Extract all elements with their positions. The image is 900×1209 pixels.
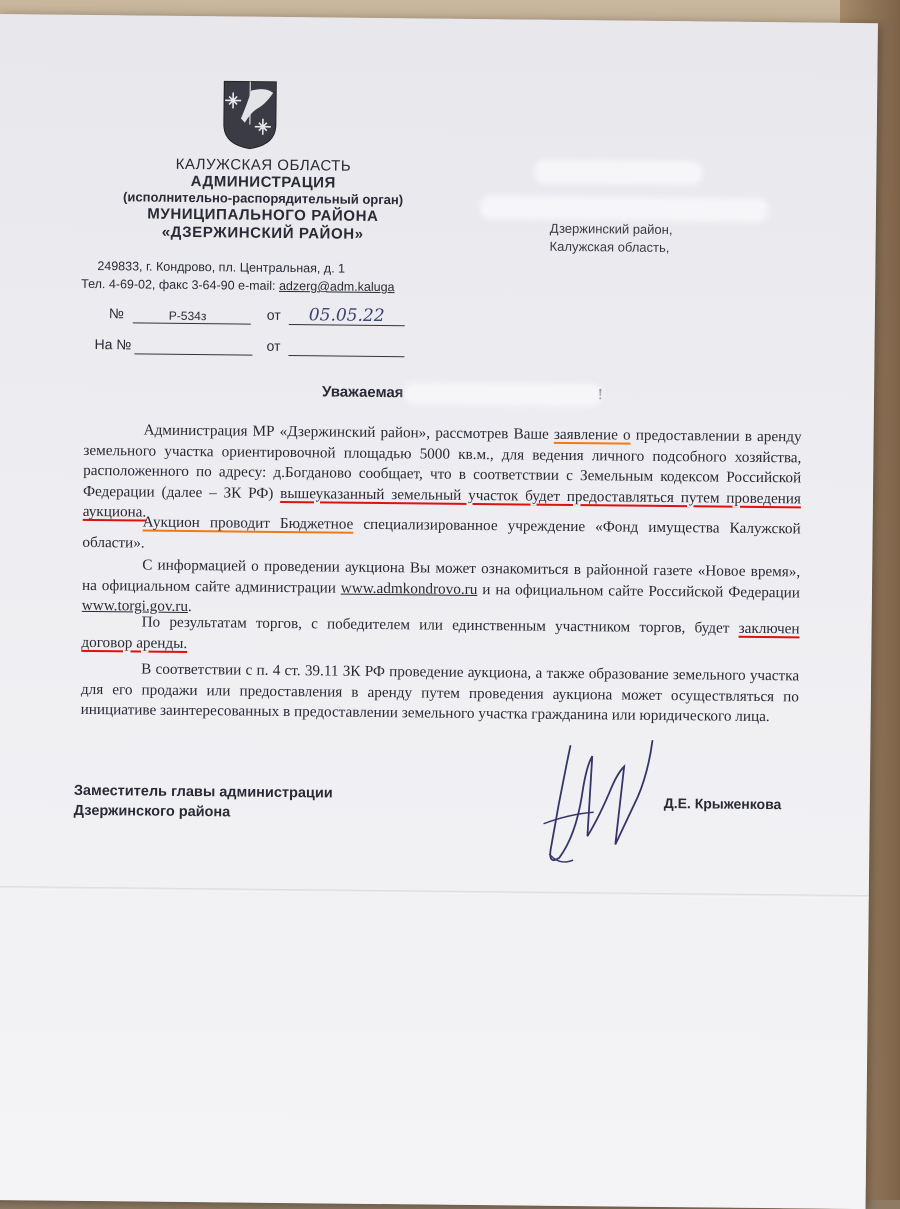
- letter-sheet: [0, 14, 878, 1209]
- greeting: [322, 383, 603, 403]
- p4-text: По результатам торгов, с победителем или единственным участником торгов, будет: [141, 613, 739, 637]
- handwritten-signature: [529, 726, 661, 877]
- torgi-site-link[interactable]: www.torgi.gov.ru: [81, 596, 189, 616]
- reply-number-label: На №: [94, 336, 132, 353]
- recipient-district: Дзержинский район,: [549, 220, 673, 238]
- ref-number-label: №: [108, 305, 124, 322]
- signer-name: Д.Е. Крыженкова: [663, 794, 782, 813]
- p3-text-a: С информацией о проведении аукциона Вы может ознакомиться в районной газете «Новое время», на официальном сайте администрации: [81, 556, 801, 597]
- recipient-region: Калужская область,: [549, 238, 670, 256]
- sender-email: adzerg@adm.kaluga: [278, 278, 395, 295]
- sender-contacts: [81, 277, 395, 294]
- coat-of-arms-icon: [221, 78, 280, 151]
- sender-organ: (исполнительно-распорядительный орган): [123, 189, 404, 208]
- p3-text-b: и на официальном сайте Российской Федерации: [477, 580, 801, 601]
- sender-district: «ДЗЕРЖИНСКИЙ РАЙОН»: [161, 223, 364, 243]
- sender-admin: АДМИНИСТРАЦИЯ: [190, 173, 336, 192]
- redacted-recipient-street: [484, 199, 764, 218]
- signer-title-line-2: Дзержинского района: [73, 802, 231, 821]
- ref-number-value: Р-534з: [168, 308, 207, 324]
- ref-date-label: от: [266, 306, 281, 323]
- p4-highlight-lease: заключен договор аренды.: [81, 619, 800, 652]
- p1-highlight-auction: вышеуказанный земельный участок будет предоставляться путем проведения аукциона.: [82, 484, 802, 521]
- body-paragraph-4: [81, 612, 799, 661]
- p2-highlight-auction-holder: Аукцион проводит Бюджетное: [142, 513, 354, 533]
- p1-highlight-application: заявление о: [553, 425, 631, 444]
- sender-region: КАЛУЖСКАЯ ОБЛАСТЬ: [175, 155, 352, 175]
- paper-fold-crease: [0, 886, 869, 898]
- sender-municipal: МУНИЦИПАЛЬНОГО РАЙОНА: [147, 205, 379, 225]
- admin-site-link[interactable]: www.admkondrovo.ru: [340, 579, 478, 598]
- sender-phone: Тел. 4-69-02, факс 3-64-90 e-mail:: [81, 276, 280, 293]
- signer-title: [74, 781, 333, 824]
- greeting-end: !: [597, 386, 603, 404]
- ref-date-value: 05.05.22: [308, 305, 385, 327]
- p1-text-b: предоставлении в аренду земельного участка ориентировочной площадью 5000 кв.м., для ведения личного подсобного хозяйства, расположенного по адресу: д.Богданово сообщает, что в соответствии с Земельным кодексом Российской Федерации (далее – ЗК РФ): [82, 426, 802, 502]
- redacted-addressee-name: [408, 386, 598, 402]
- sender-address: 249833, г. Кондрово, пл. Центральная, д. 1: [97, 259, 346, 276]
- reply-date-label: от: [266, 337, 281, 354]
- signer-title-line-1: Заместитель главы администрации: [73, 782, 333, 802]
- p1-text-a: Администрация МР «Дзержинский район», рассмотрев Ваше: [143, 421, 555, 443]
- reply-date-line: [288, 354, 404, 357]
- body-paragraph-2: [82, 512, 800, 561]
- reply-number-line: [134, 352, 252, 355]
- body-paragraph-5: В соответствии с п. 4 ст. 39.11 ЗК РФ проведение аукциона, а также образование земельного участка для его продажи или предоставления в аренду путем проведения аукциона может осуществляться по инициативе заинтересованных в предоставлении земельного участка гражданина или юридического лица.: [80, 660, 800, 726]
- p3-text-c: .: [187, 598, 192, 616]
- p2-text: специализированное учреждение «Фонд имущества Калужской области».: [82, 515, 801, 552]
- redacted-recipient-name: [538, 164, 698, 182]
- greeting-word: Уважаемая: [321, 383, 404, 402]
